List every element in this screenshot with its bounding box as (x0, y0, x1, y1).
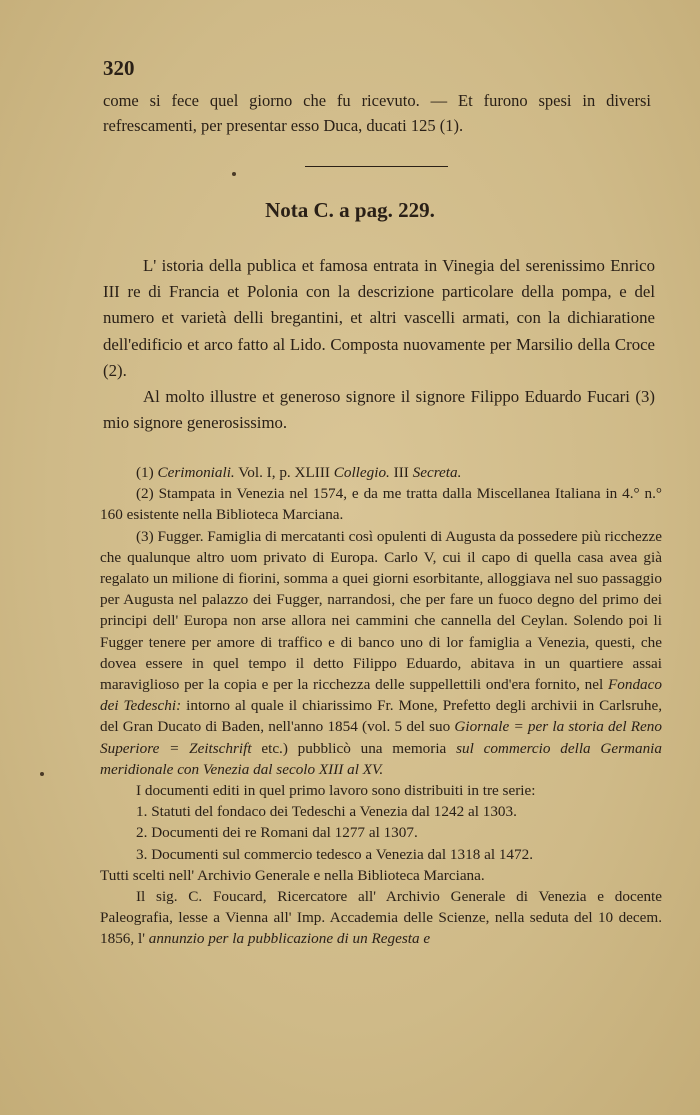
footnote-series-3: 3. Documenti sul commercio tedesco a Venezia dal 1318 al 1472. (136, 845, 534, 863)
section-divider (305, 166, 448, 167)
footnote-italic: Collegio. (333, 464, 390, 481)
footnotes (100, 462, 662, 950)
footnote-italic: Fondaco dei Tedeschi: (100, 676, 662, 715)
footnote-foucard (100, 886, 662, 950)
ink-speck (40, 772, 44, 776)
footnote-series-intro: I documenti editi in quel primo lavoro sono distribuiti in tre serie: (136, 782, 536, 800)
paragraph-title: L' istoria della publica et famosa entrata in Vinegia del serenissimo Enrico III re di Francia et Polonia con la descrizione particolare della pompa, e del numero et varietà delli bregantini, et altri vascelli armati, con la dichiaratione dell'edificio et arco fatto al Lido. Composta nuovamente per Marsilio della Croce (2). (103, 256, 655, 380)
footnote-1 (100, 462, 662, 483)
footnote-italic: Cerimoniali. (157, 464, 235, 481)
footnote-3 (100, 526, 662, 780)
footnote-text: III (389, 464, 413, 481)
footnote-italic: annunzio per la pubblicazione di un Regesta e (148, 930, 431, 948)
footnote-italic: Secreta. (412, 464, 462, 481)
continued-paragraph: come si fece quel giorno che fu ricevuto. — Et furono spesi in diversi refrescamenti, per presentar esso Duca, ducati 125 (1). (103, 91, 651, 135)
footnote-2: (2) Stampata in Venezia nel 1574, e da me tratta dalla Miscellanea Italiana in 4.° n.° 160 esistente nella Biblioteca Marciana. (100, 485, 662, 524)
ink-speck (232, 172, 236, 176)
paragraph-dedication: Al molto illustre et generoso signore il signore Filippo Eduardo Fucari (3) mio signore generosissimo. (103, 387, 655, 433)
footnote-text: Vol. I, p. XLIII (234, 464, 334, 481)
footnote-italic: sul commercio della Germania meridionale con Venezia dal secolo XIII al XV. (100, 739, 662, 778)
footnote-text: intorno al quale il chiarissimo Fr. Mone, Prefetto degli archivii in Carlsruhe, del Gran Ducato di Baden, nell'anno 1854 (vol. 5 del suo (100, 697, 662, 736)
section-heading: Nota C. a pag. 229. (265, 198, 435, 222)
footnote-text: (3) Fugger. Famiglia di mercatanti così opulenti di Augusta da possedere più ricchezze che qualunque altro uom privato di Europa. Carlo V, cui il capo di quella casa avea già regalato un milione di fiorini, somma a quei giorni esorbitante, alloggiava nel suo passaggio per Augusta nel palazzo dei Fugger, narrandosi, che per fare un fuoco degno del primo dei principi dell' Europa non arse allora nei cammini che cannella del Ceylan. Solendo poi li Fugger tenere per amore di traffico e di banco uno di lor famiglia a Venezia, questi, che dovea essere in quel tempo il detto Filippo Eduardo, abitava in un quartiere assai maraviglioso per la copia e per la ricchezza delle suppellettili ond'era fornito, nel (100, 527, 662, 694)
footnote-italic: Giornale = per la storia del Reno Superiore = Zeitschrift (100, 718, 662, 757)
footnote-sources: Tutti scelti nell' Archivio Generale e nella Biblioteca Marciana. (100, 866, 485, 884)
footnote-series-1: 1. Statuti del fondaco dei Tedeschi a Venezia dal 1242 al 1303. (136, 803, 517, 821)
footnote-text: (1) (136, 464, 158, 481)
page-number: 320 (103, 56, 135, 80)
main-text (103, 253, 655, 436)
footnote-series-2: 2. Documenti dei re Romani dal 1277 al 1307. (136, 824, 418, 842)
footnote-text: Il sig. C. Foucard, Ricercatore all' Archivio Generale di Venezia e docente Paleografia, lesse a Vienna all' Imp. Accademia delle Scienze, nella seduta del 10 decem. 1856, l' (100, 888, 662, 948)
footnote-text: etc.) pubblicò una memoria (251, 739, 457, 757)
